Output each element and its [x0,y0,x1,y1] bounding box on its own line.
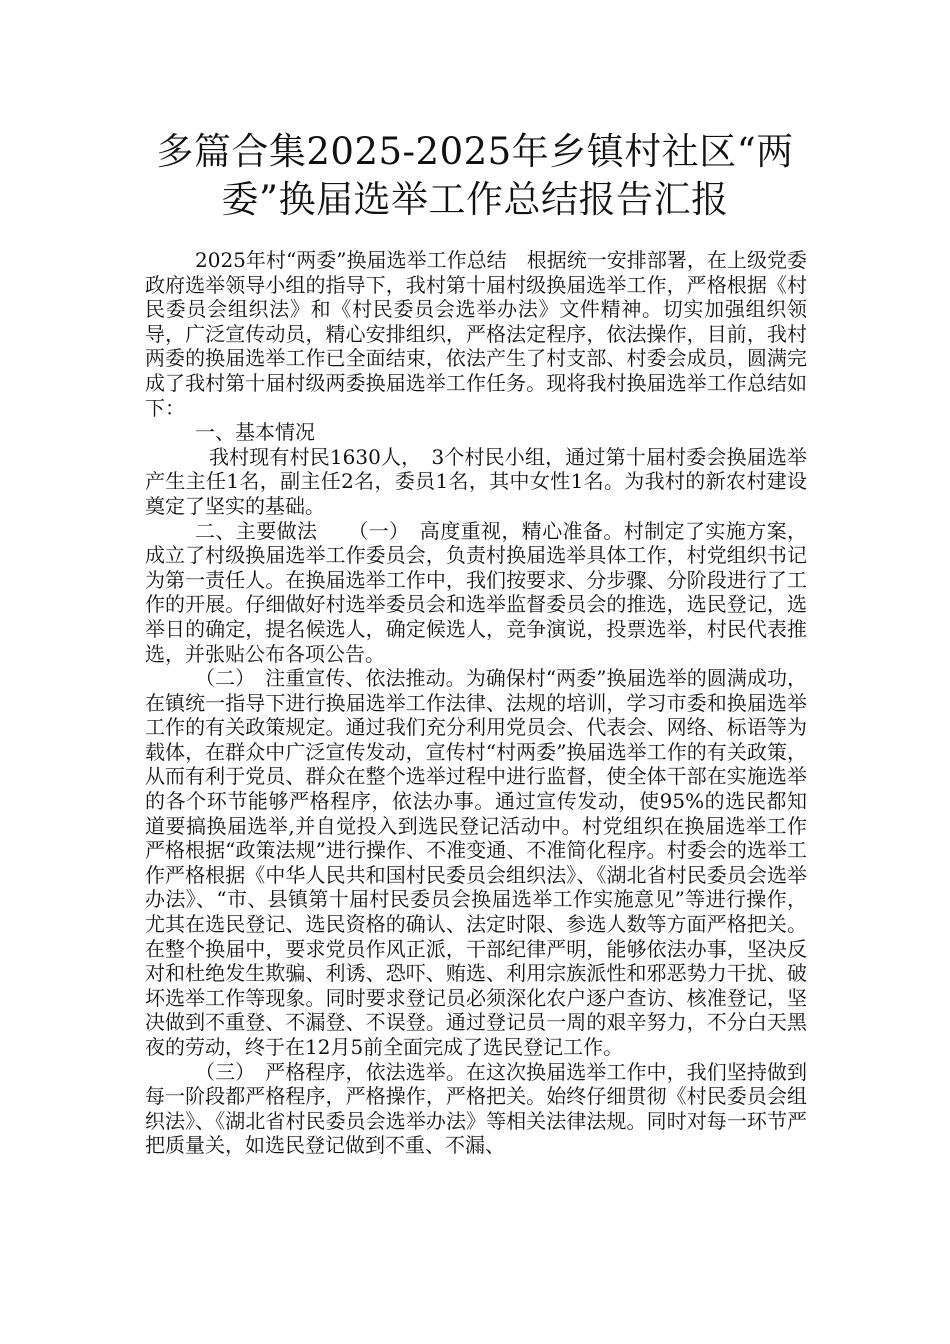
document-body [145,248,807,1158]
document-title-line-1: 多篇合集2025-2025年乡镇村社区“两 [156,130,794,173]
heading-basic-situation: 一、基本情况 [195,420,315,445]
document-title-line-2: 委”换届选举工作总结报告汇报 [221,178,729,221]
paragraph-main-practices: 二、主要做法 （一） 高度重视，精心准备。村制定了实施方案，成立了村级换届选举工作委员会，负责村换届选举具体工作，村党组织书记为第一责任人。在换届选举工作中，我们按要求、分步骤、分阶段进行了工作的开展。仔细做好村选举委员会和选举监督委员会的推选，选民登记，选举日的确定，提名候选人，确定候选人，竞争演说，投票选举，村民代表推选，并张贴公布各项公告。 [145,518,807,666]
paragraph-strict-procedure: （三） 严格程序，依法选举。在这次换届选举工作中，我们坚持做到每一阶段都严格程序，严格操作，严格把关。始终仔细贯彻《村民委员会组织法》、《湖北省村民委员会选举办法》等相关法律法规。同时对每一环节严把质量关，如选民登记做到不重、不漏、 [145,1059,807,1158]
document-title [140,128,810,224]
paragraph-basic-situation: 我村现有村民1630人， 3个村民小组，通过第十届村委会换届选举产生主任1名，副主任2名，委员1名，其中女性1名。为我村的新农村建设奠定了坚实的基础。 [145,444,807,518]
paragraph-publicity: （二） 注重宣传、依法推动。为确保村“两委”换届选举的圆满成功，在镇统一指导下进行换届选举工作法律、法规的培训，学习市委和换届选举工作的有关政策规定。通过我们充分利用党员会、代表会、网络、标语等为载体，在群众中广泛宣传发动，宣传村“村两委”换届选举工作的有关政策，从而有利于党员、群众在整个选举过程中进行监督，使全体干部在实施选举的各个环节能够严格程序，依法办事。通过宣传发动，使95%的选民都知道要搞换届选举,并自觉投入到选民登记活动中。村党组织在换届选举工作严格根据“政策法规”进行操作、不准变通、不准简化程序。村委会的选举工作严格根据《中华人民共和国村民委员会组织法》、《湖北省村民委员会选举办法》、“市、县镇第十届村民委员会换届选举工作实施意见”等进行操作，尤其在选民登记、选民资格的确认、法定时限、参选人数等方面严格把关。在整个换届中，要求党员作风正派，干部纪律严明，能够依法办事，坚决反对和杜绝发生欺骗、利诱、恐吓、贿选、利用宗族派性和邪恶势力干扰、破坏选举工作等现象。同时要求登记员必须深化农户逐户查访、核准登记，坚决做到不重登、不漏登、不误登。通过登记员一周的艰辛努力，不分白天黑夜的劳动，终于在12月5前全面完成了选民登记工作。 [145,666,807,1059]
paragraph-intro: 2025年村“两委”换届选举工作总结 根据统一安排部署，在上级党委政府选举领导小组的指导下，我村第十届村级换届选举工作，严格根据《村民委员会组织法》和《村民委员会选举办法》文件精神。切实加强组织领导，广泛宣传动员，精心安排组织，严格法定程序，依法操作，目前，我村两委的换届选举工作已全面结束，依法产生了村支部、村委会成员，圆满完成了我村第十届村级两委换届选举工作任务。现将我村换届选举工作总结如下： [145,248,807,420]
